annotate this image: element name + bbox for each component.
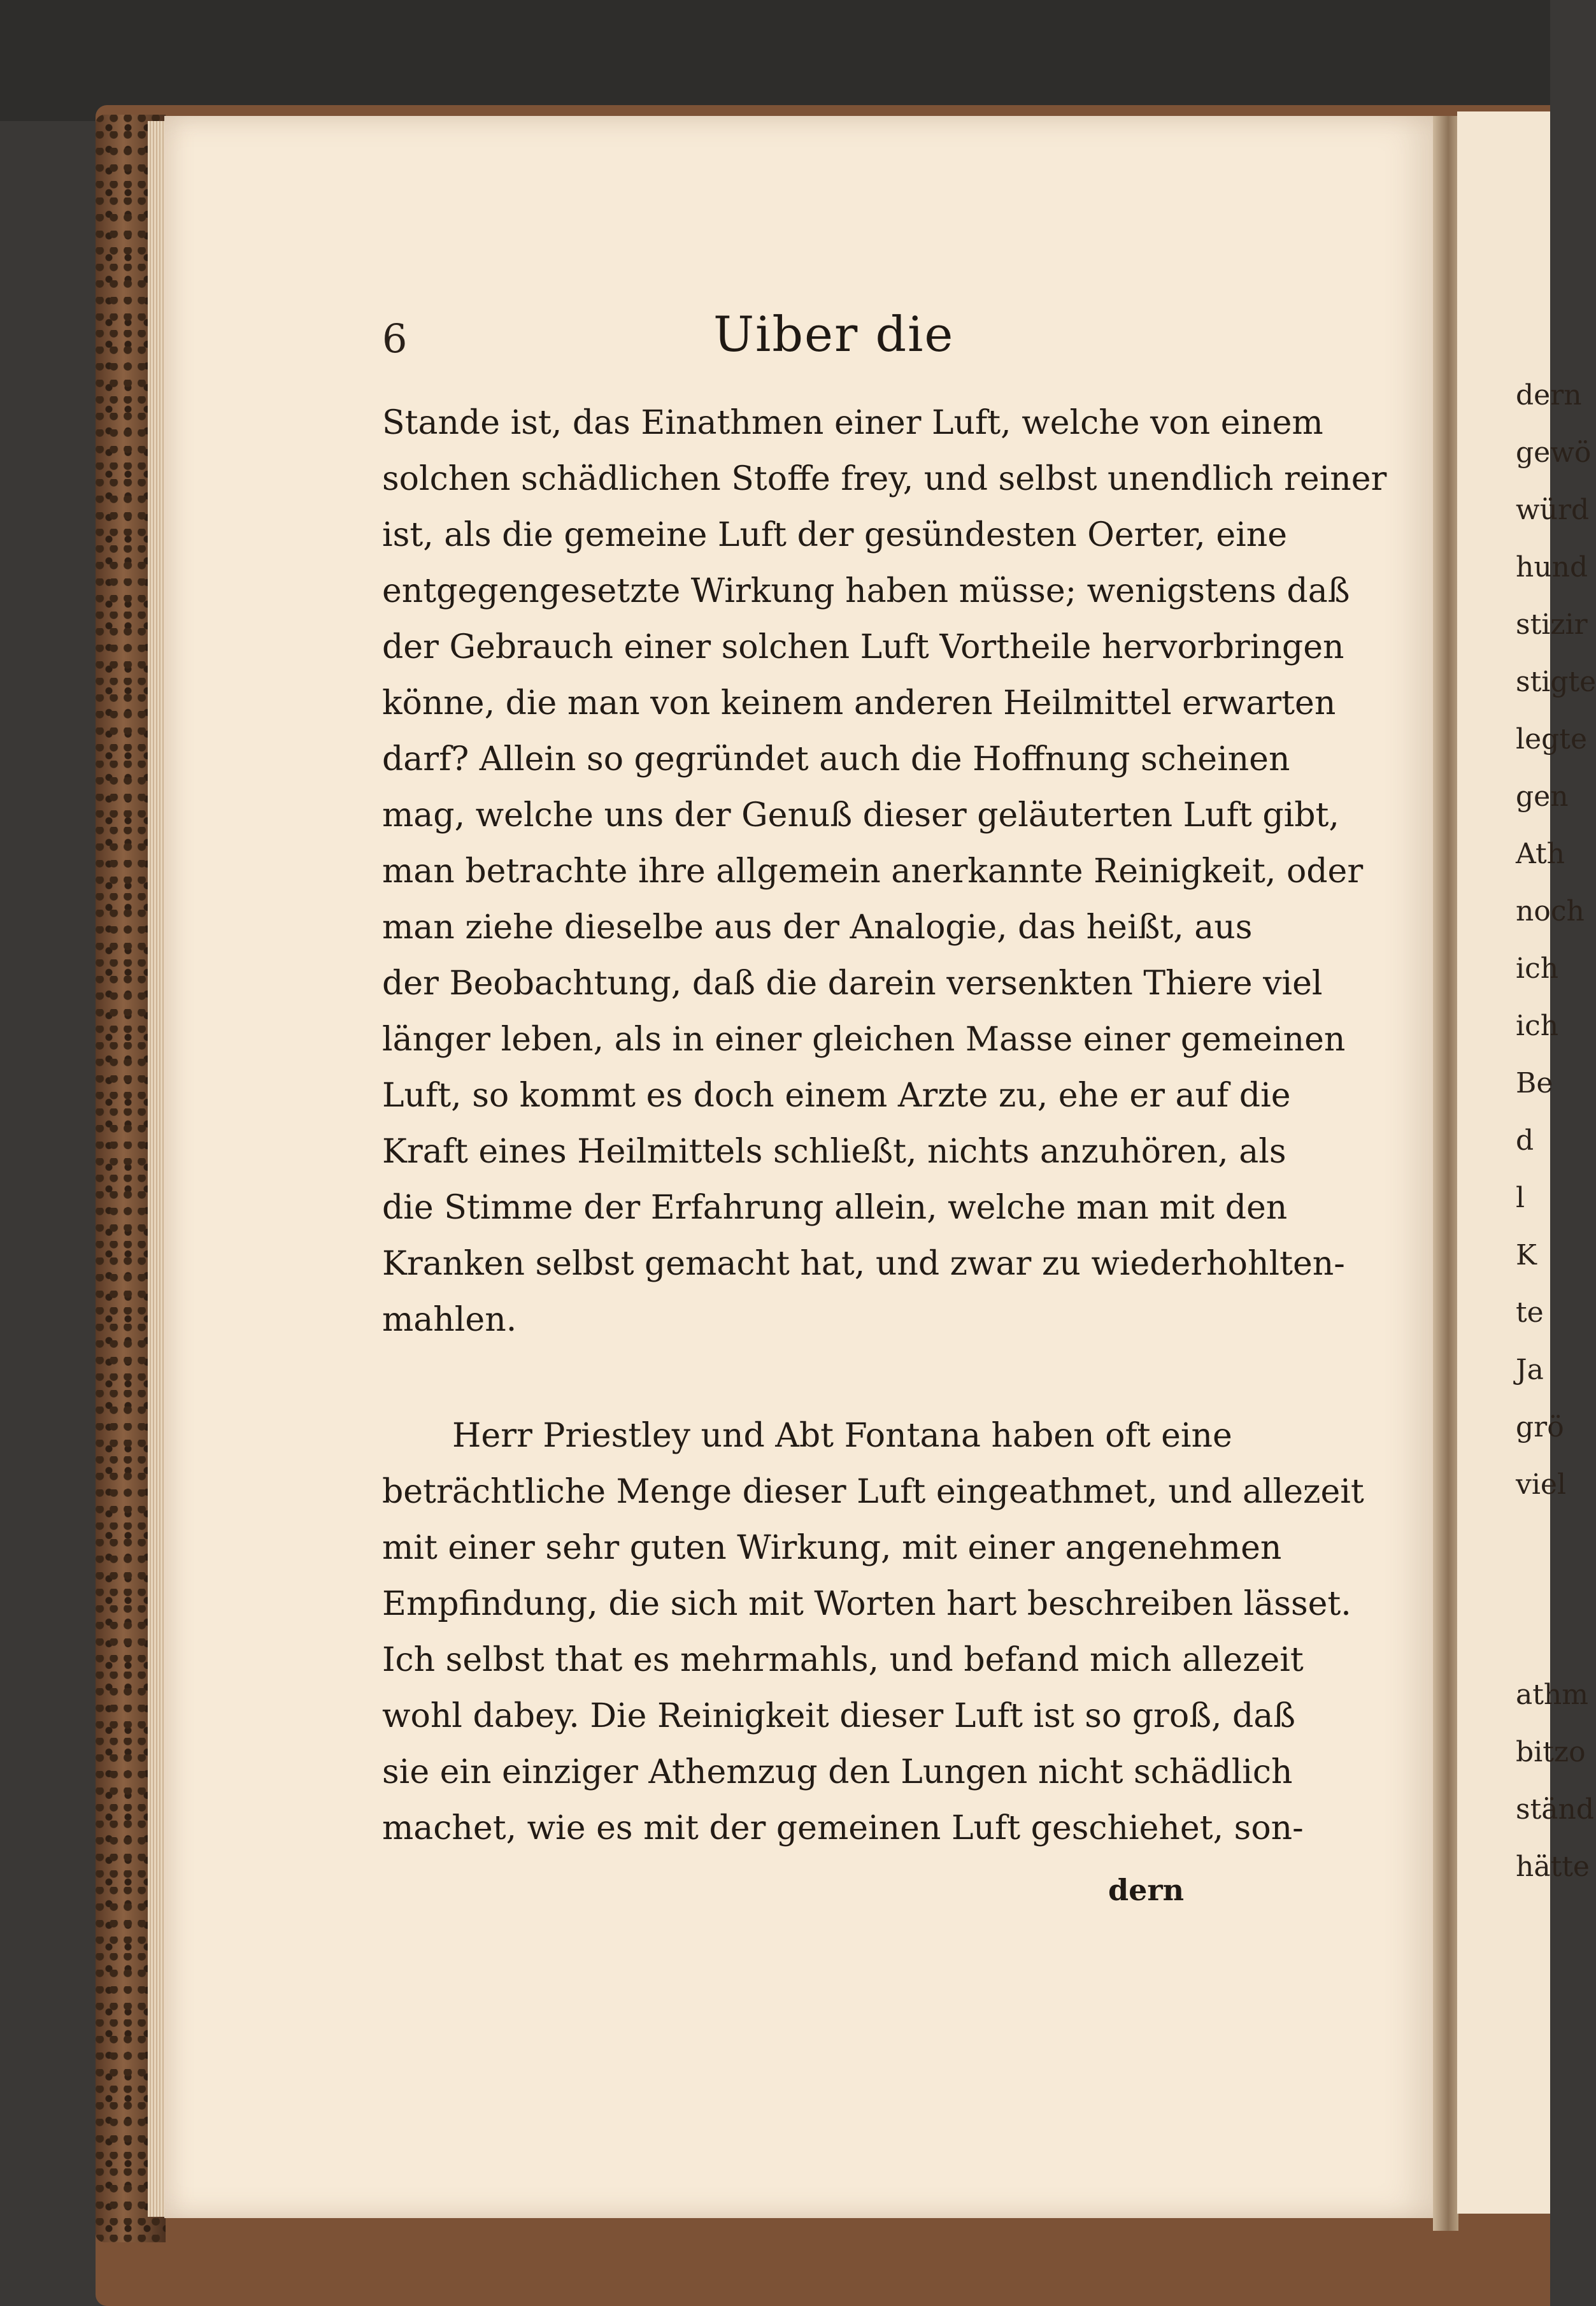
catchword: dern	[1108, 1873, 1185, 1907]
text-line: ist, als die gemeine Luft der gesündesten Oerter, eine	[382, 516, 1288, 554]
text-line: könne, die man von keinem anderen Heilmittel erwarten	[382, 684, 1336, 722]
text-line: Kraft eines Heilmittels schließt, nichts anzuhören, als	[382, 1133, 1286, 1171]
text-line: mit einer sehr guten Wirkung, mit einer angenehmen	[382, 1529, 1282, 1567]
text-line: Stande ist, das Einathmen einer Luft, welche von einem	[382, 404, 1323, 442]
text-line: die Stimme der Erfahrung allein, welche man mit den	[382, 1189, 1288, 1227]
text-line: mahlen.	[382, 1301, 517, 1339]
facing-page-fragment: ständ	[1516, 1793, 1594, 1826]
text-line: mag, welche uns der Genuß dieser geläuterten Luft gibt,	[382, 796, 1339, 834]
facing-page-fragment: Ath	[1516, 838, 1565, 870]
text-line: Empfindung, die sich mit Worten hart beschreiben lässet.	[382, 1585, 1351, 1623]
text-line: man ziehe dieselbe aus der Analogie, das heißt, aus	[382, 908, 1253, 947]
text-line: solchen schädlichen Stoffe frey, und selbst unendlich reiner	[382, 460, 1387, 498]
text-line: Kranken selbst gemacht hat, und zwar zu wiederhohlten-	[382, 1245, 1345, 1283]
facing-page-fragment: stigte	[1516, 666, 1596, 698]
text-line: darf? Allein so gegründet auch die Hoffnung scheinen	[382, 740, 1290, 778]
facing-page-fragment: d	[1516, 1124, 1534, 1157]
paragraph-2	[382, 1408, 1364, 1856]
text-line: sie ein einziger Athemzug den Lungen nicht schädlich	[382, 1753, 1293, 1791]
facing-page-fragment: gewö	[1516, 436, 1592, 469]
text-line: Ich selbst that es mehrmahls, und befand mich allezeit	[382, 1641, 1304, 1679]
facing-page-fragment: athm	[1516, 1679, 1588, 1711]
facing-page-fragment: hund	[1516, 551, 1588, 584]
facing-page-fragment: legte	[1516, 723, 1587, 756]
page-number: 6	[382, 315, 408, 362]
text-line: man betrachte ihre allgemein anerkannte Reinigkeit, oder	[382, 852, 1364, 891]
facing-page-fragment: würd	[1516, 494, 1590, 526]
text-line: Herr Priestley und Abt Fontana haben oft eine	[452, 1417, 1232, 1455]
facing-page-fragment: te	[1516, 1296, 1544, 1329]
text-line: der Beobachtung, daß die darein versenkten Thiere viel	[382, 964, 1323, 1003]
facing-page-fragment: noch	[1516, 895, 1585, 927]
text-line: der Gebrauch einer solchen Luft Vortheile hervorbringen	[382, 628, 1344, 666]
text-line: machet, wie es mit der gemeinen Luft geschiehet, son-	[382, 1809, 1304, 1847]
facing-page-fragment: ich	[1516, 952, 1559, 985]
facing-page-fragment: K	[1516, 1239, 1537, 1271]
background-top	[0, 0, 1550, 121]
facing-page-fragment: Ja	[1516, 1354, 1544, 1386]
text-line: Luft, so kommt es doch einem Arzte zu, ehe er auf die	[382, 1077, 1291, 1115]
facing-page-fragment: hätte	[1516, 1851, 1590, 1883]
facing-page	[1457, 111, 1596, 2214]
book-gutter	[1433, 116, 1458, 2231]
text-line: länger leben, als in einer gleichen Masse einer gemeinen	[382, 1021, 1346, 1059]
facing-page-fragment: grö	[1516, 1411, 1564, 1443]
facing-page-fragment: bitzo	[1516, 1736, 1586, 1768]
facing-page-fragment: dern	[1516, 379, 1582, 412]
facing-page-fragment: stizir	[1516, 608, 1588, 641]
facing-page-fragment: gen	[1516, 780, 1569, 813]
facing-page-fragment: Be	[1516, 1067, 1553, 1099]
facing-page-fragment: l	[1516, 1182, 1525, 1214]
paragraph-1	[382, 395, 1387, 1348]
text-line: beträchtliche Menge dieser Luft eingeathmet, und allezeit	[382, 1473, 1364, 1511]
facing-page-fragment: ich	[1516, 1010, 1559, 1042]
text-line: entgegengesetzte Wirkung haben müsse; wenigstens daß	[382, 572, 1350, 610]
running-head: Uiber die	[713, 306, 955, 362]
facing-page-fragment: viel	[1516, 1468, 1567, 1501]
text-line: wohl dabey. Die Reinigkeit dieser Luft ist so groß, daß	[382, 1697, 1296, 1735]
